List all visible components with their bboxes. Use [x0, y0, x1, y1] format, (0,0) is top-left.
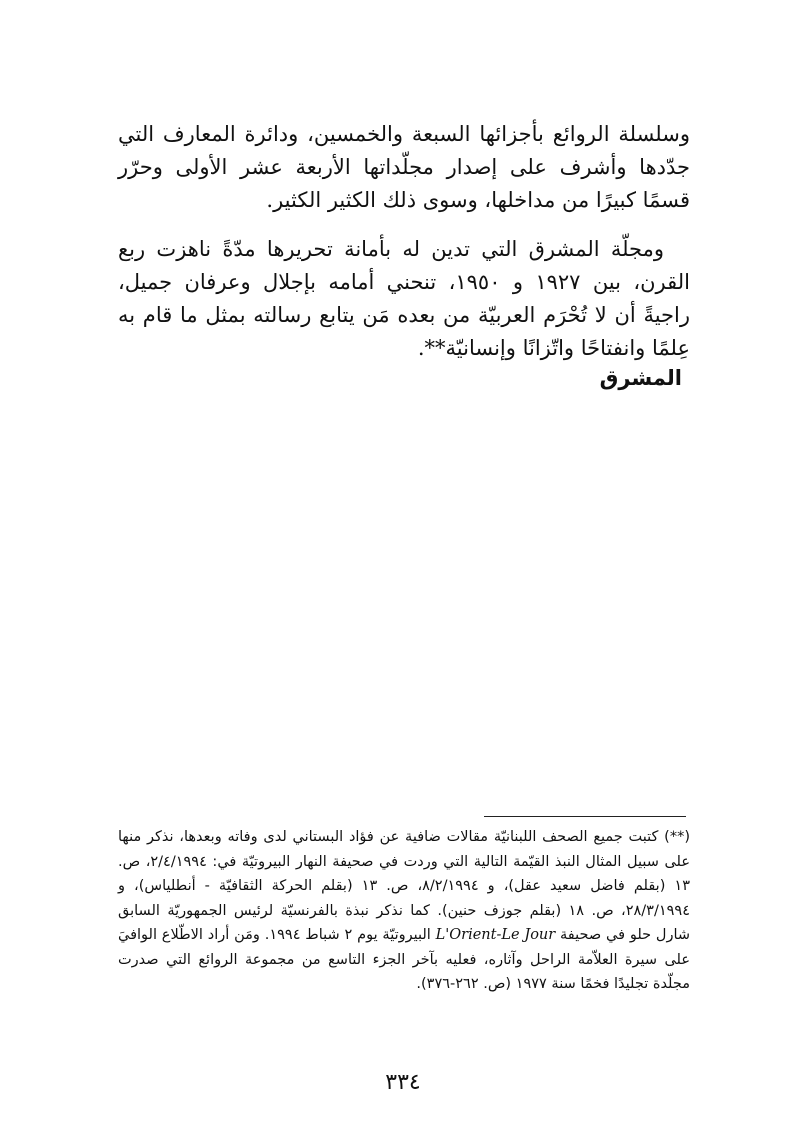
main-text-block	[118, 118, 690, 365]
footnote-text-part-2: البيروتيّة يوم ٢ شباط ١٩٩٤. ومَن أراد الاطّلاع الوافيَ على سيرة العلاّمة الراحل وآثاره، فعليه بآخر الجزء التاسع من مجموعة الروائع التي صدرت مجلّدة تجليدًا فخمًا سنة ١٩٧٧ (ص. ٢٦٢-٣٧٦).	[118, 927, 690, 992]
footnote-separator	[484, 816, 686, 817]
footnote-latin-name: L'Orient-Le Jour	[435, 927, 556, 943]
body-paragraph-1: وسلسلة الروائع بأجزائها السبعة والخمسين، ودائرة المعارف التي جدّدها وأشرف على إصدار مجلّداتها الأربعة عشر الأولى وحرّر قسمًا كبيرًا من مداخلها، وسوى ذلك الكثير الكثير.	[118, 122, 690, 212]
page-number: ٣٣٤	[385, 1070, 421, 1095]
body-paragraph-2: ومجلّة المشرق التي تدين له بأمانة تحريرها مدّةً ناهزت ربع القرن، بين ١٩٢٧ و ١٩٥٠، تنحني أمامه بإجلال وعرفان جميل، راجيةً أن لا تُحْرَم العربيّة من بعده مَن يتابع رسالته بمثل ما قام به عِلمًا وانفتاحًا واتّزانًا وإنسانيّة**.	[118, 237, 690, 360]
footnote-text	[118, 825, 690, 997]
footnote-text-part-1: (**) كتبت جميع الصحف اللبنانيّة مقالات ضافية عن فؤاد البستاني لدى وفاته وبعدها، نذكر منها على سبيل المثال النبذ القيّمة التالية التي وردت في صحيفة النهار البيروتيّة في: ٢/٤/١٩٩٤، ص. ١٣ (بقلم فاضل سعيد عقل)، و ٨/٢/١٩٩٤، ص. ١٣ (بقلم الحركة الثقافيّة - أنطلياس)، و ٢٨/٣/١٩٩٤، ص. ١٨ (بقلم جوزف حنين). كما نذكر نبذة بالفرنسيّة لرئيس الجمهوريّة السابق شارل حلو في صحيفة	[118, 829, 691, 943]
signature: المشرق	[599, 366, 682, 390]
